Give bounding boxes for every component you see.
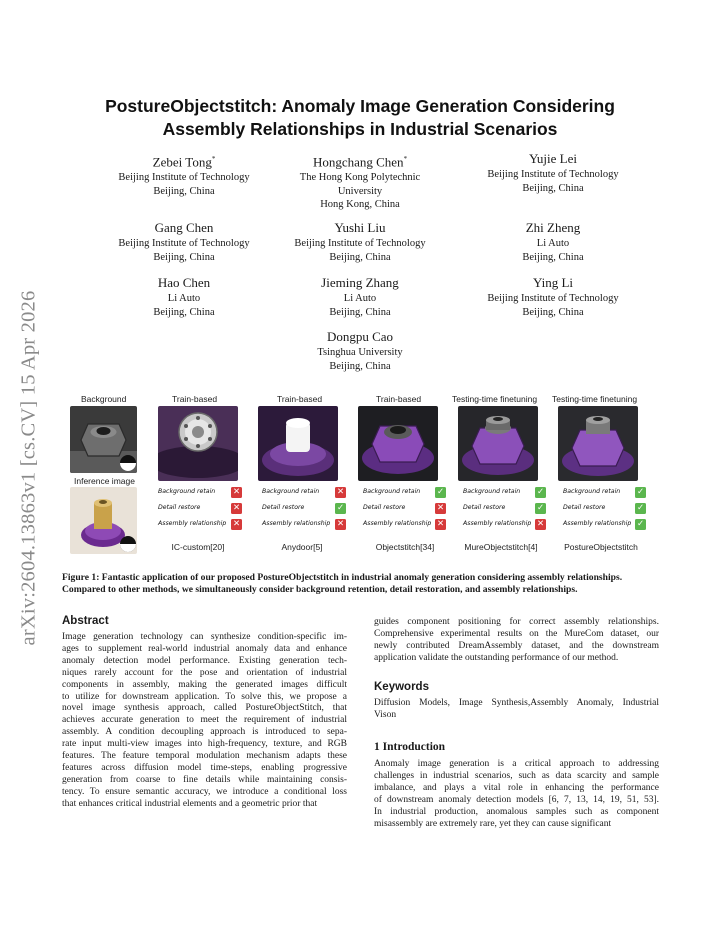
keywords-text [374, 698, 659, 722]
result-mark: ✓ [636, 519, 645, 529]
inference-image [70, 487, 137, 554]
criterion-label: Assembly relationship [363, 520, 432, 527]
author [84, 220, 284, 264]
text-line: features. The feature temporal modulation mechanism adapts these [62, 751, 347, 762]
text-line: generation from coarse to fine details while maintaining consis- [62, 774, 347, 785]
author-name: Hao Chen [157, 275, 211, 290]
abstract-continuation [374, 617, 659, 665]
abstract-heading: Abstract [62, 615, 109, 627]
text-line: Anomaly image generation is a critical approach to addressing [374, 759, 659, 769]
author [453, 275, 653, 319]
text-line: newly contributed DreamAssembly dataset, and the downstream [374, 640, 659, 651]
author-name: Dongpu Cao [326, 329, 394, 344]
criterion-label: Detail restore [463, 504, 506, 511]
result-mark: ✓ [436, 487, 445, 497]
author [453, 151, 653, 195]
author-affiliation: Beijing Institute of Technology [487, 293, 619, 304]
result-mark: ✓ [536, 503, 545, 513]
criterion-label: Background retain [363, 488, 421, 495]
author [260, 329, 460, 373]
result-mark: ✕ [336, 519, 345, 529]
text-line: to utilize for downstream application. To solve this, we propose a [62, 691, 347, 702]
author-name: Yujie Lei [528, 151, 577, 166]
author-name: Yushi Liu [334, 220, 386, 235]
author-location: Beijing, China [153, 306, 215, 318]
result-image-postureobjectstitch [558, 406, 638, 481]
result-image-mureobjectstitch [458, 406, 538, 481]
text-line: In industrial production, anomalous samples such as component [374, 806, 659, 817]
introduction-text [374, 759, 659, 830]
text-line: rate input multi-view images into high-frequency, texture, and RGB [62, 739, 347, 750]
title-line-1: PostureObjectstitch: Anomaly Image Generation Considering [105, 96, 615, 116]
result-mark: ✕ [436, 519, 445, 529]
criterion-label: Detail restore [262, 504, 305, 511]
text-line: misassembly are extremely rare, yet they can cause significant [374, 818, 612, 829]
criterion-label: Assembly relationship [158, 520, 227, 527]
result-mark: ✕ [232, 503, 241, 513]
method-name: IC-custom[20] [171, 542, 225, 552]
text-line: novel image synthesis approach, called PostureObjectStitch, that [62, 703, 347, 714]
author [260, 275, 460, 319]
author-affiliation: The Hong Kong Polytechnic [299, 172, 421, 184]
author-location: Beijing, China [329, 306, 391, 318]
author-location: Beijing, China [153, 185, 215, 197]
arxiv-id-text: arXiv:2604.13863v1 [cs.CV] 15 Apr 2026 [17, 290, 40, 646]
text-line: anomaly detection model performance. Existing generation tech- [62, 655, 347, 666]
author-name: Zhi Zheng [525, 220, 581, 235]
text-line: Vison [374, 709, 397, 720]
criterion-label: Detail restore [158, 504, 201, 511]
text-line: Diffusion Models, Image Synthesis,Assembly Anomaly, Industrial [374, 698, 659, 708]
background-label: Background [81, 394, 127, 404]
result-mark: ✓ [336, 503, 345, 513]
author-name: Gang Chen [154, 220, 214, 235]
result-mark: ✕ [232, 519, 241, 529]
title-line-2: Assembly Relationships in Industrial Scenarios [162, 119, 558, 139]
result-mark: ✕ [336, 487, 345, 497]
method-name: Anydoor[5] [281, 542, 323, 552]
result-mark: ✓ [636, 487, 645, 497]
author-affiliation: Beijing Institute of Technology [487, 169, 619, 180]
criterion-label: Background retain [463, 488, 521, 495]
text-line: ages to supplement real-world industrial anomaly data and enhance [62, 643, 347, 654]
author-name: Hongchang Chen [312, 154, 404, 170]
equal-contribution-mark: * [403, 155, 408, 163]
paper-title [60, 95, 660, 141]
background-image [70, 406, 137, 473]
method-category-label: Train-based [277, 394, 323, 404]
author-affiliation: Tsinghua University [317, 347, 403, 358]
text-line: Image generation technology can synthesize condition-specific im- [62, 632, 347, 642]
author [84, 151, 284, 198]
text-line: components in assembly, making the generated images difficult [62, 679, 347, 690]
text-line: challenges in industrial scenarios, such as data scarcity and sample [374, 770, 659, 781]
keywords-heading: Keywords [374, 681, 429, 693]
author-affiliation: University [337, 185, 383, 197]
author-affiliation: Li Auto [343, 293, 377, 304]
text-line: imbalance, and plays a vital role in enhancing the performance [374, 782, 659, 793]
result-image-objectstitch [358, 406, 438, 481]
result-mark: ✕ [436, 503, 445, 513]
criterion-label: Detail restore [563, 504, 606, 511]
text-line: application validate the outstanding performance of our method. [374, 652, 619, 663]
author-location: Hong Kong, China [320, 199, 400, 211]
method-category-label: Testing-time finetuning [552, 394, 638, 404]
method-category-label: Train-based [172, 394, 218, 404]
criterion-label: Background retain [158, 488, 216, 495]
author-affiliation: Li Auto [167, 293, 201, 304]
result-image-anydoor [258, 406, 338, 481]
result-mark: ✓ [636, 503, 645, 513]
method-name: PostureObjectstitch [564, 542, 638, 552]
author [84, 275, 284, 319]
author-location: Beijing, China [522, 306, 584, 318]
figure-caption: Figure 1: Fantastic application of our proposed PostureObjectstitch in industrial anomaly generation considering assembly relationships. Compared to other methods, we simultaneously consider background retention, detail restoration, and assembly relationships. [62, 572, 623, 595]
text-line: niques rarely account for the pose and orientation of industrial [62, 667, 347, 678]
author-location: Beijing, China [522, 251, 584, 263]
method-category-label: Testing-time finetuning [452, 394, 538, 404]
criterion-label: Background retain [563, 488, 621, 495]
author-affiliation: Beijing Institute of Technology [118, 172, 250, 184]
author-name: Ying Li [532, 275, 574, 290]
author [453, 220, 653, 264]
equal-contribution-mark: * [211, 155, 216, 163]
author-location: Beijing, China [329, 251, 391, 263]
author-name: Jieming Zhang [321, 275, 399, 290]
method-name: MureObjectstitch[4] [464, 542, 538, 552]
text-line: of downstream anomaly detection models [6, 7, 13, 14, 19, 51, 53]. [374, 794, 659, 805]
result-mark: ✕ [536, 519, 545, 529]
criterion-label: Assembly relationship [463, 520, 532, 527]
result-image-ic-custom [158, 406, 238, 481]
author-location: Beijing, China [522, 182, 584, 194]
abstract-text [62, 632, 347, 811]
text-line: tency. To ensure semantic accuracy, we introduce a conditional loss [62, 786, 347, 797]
result-mark: ✕ [232, 487, 241, 497]
introduction-heading: 1 Introduction [374, 741, 446, 753]
text-line: features across diffusion model time-steps, enabling progressive [62, 762, 347, 773]
text-line: Comprehensive experimental results on the MureCom dataset, our [374, 628, 659, 639]
criterion-label: Assembly relationship [262, 520, 331, 527]
criterion-label: Detail restore [363, 504, 406, 511]
method-name: Objectstitch[34] [375, 542, 435, 552]
text-line: achieves accurate generation to meet the requirement of industrial [62, 715, 347, 726]
text-line: guides component positioning for correct assembly relationships. [374, 617, 659, 627]
author [260, 151, 460, 212]
author-name: Zebei Tong [152, 154, 212, 170]
text-line: assembly. A condition decoupling approach is introduced to sepa- [62, 727, 347, 738]
author-affiliation: Beijing Institute of Technology [294, 238, 426, 249]
author-affiliation: Beijing Institute of Technology [118, 238, 250, 249]
author-affiliation: Li Auto [536, 238, 570, 249]
method-category-label: Train-based [376, 394, 422, 404]
inference-image-label: Inference image [74, 476, 135, 486]
author-location: Beijing, China [329, 360, 391, 372]
criterion-label: Background retain [262, 488, 320, 495]
author [260, 220, 460, 264]
text-line: that enhances critical industrial elements and a geometric prior that [62, 798, 318, 809]
arxiv-identifier [14, 258, 44, 678]
author-location: Beijing, China [153, 251, 215, 263]
criterion-label: Assembly relationship [563, 520, 632, 527]
result-mark: ✓ [536, 487, 545, 497]
